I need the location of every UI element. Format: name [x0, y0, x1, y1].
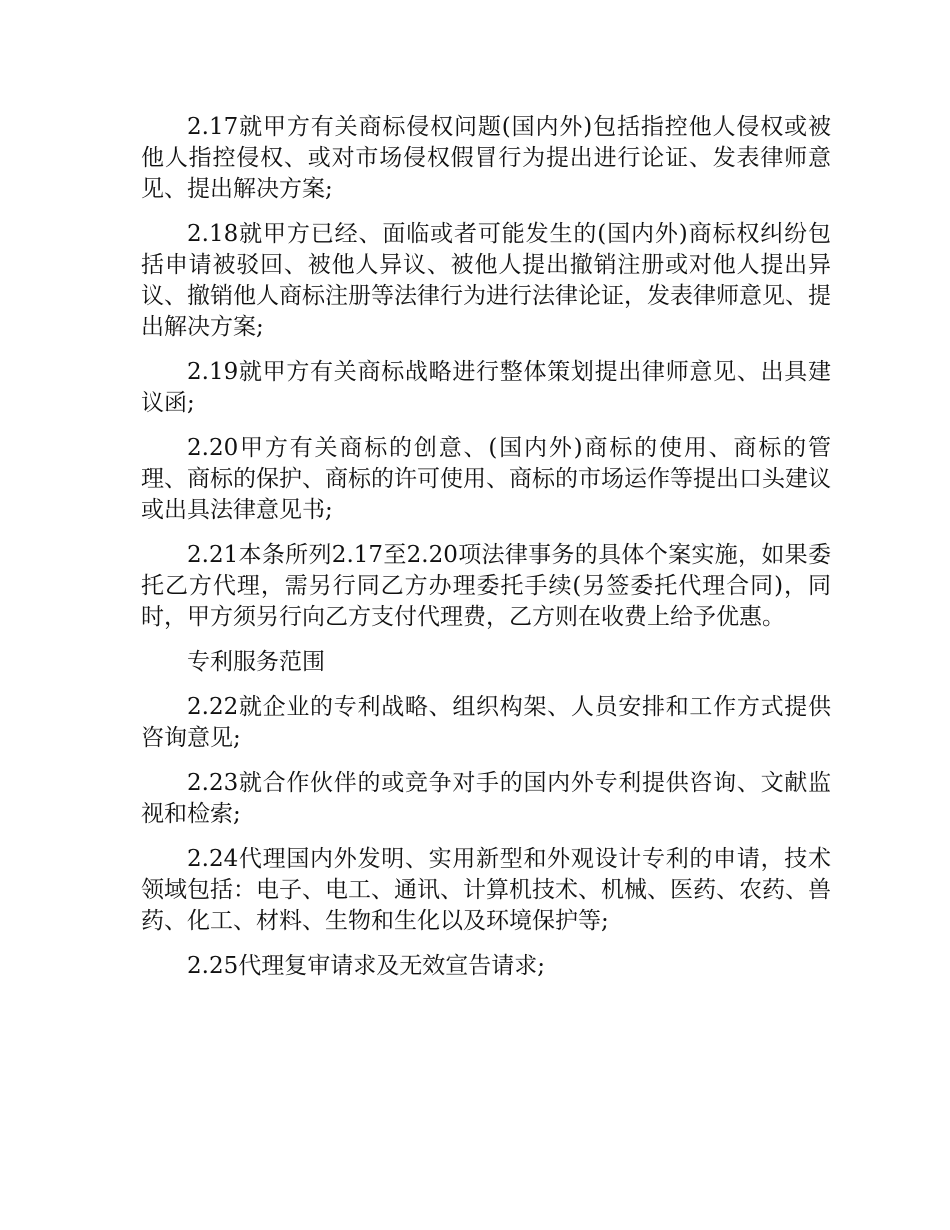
paragraph-2-21: 2.21本条所列2.17至2.20项法律事务的具体个案实施，如果委托乙方代理，需另行同乙方办理委托手续(另签委托代理合同)，同时，甲方须另行向乙方支付代理费，乙方则在收费上给予优惠。 [141, 542, 831, 630]
paragraph-2-23: 2.23就合作伙伴的或竞争对手的国内外专利提供咨询、文献监视和检索; [141, 770, 831, 827]
paragraph-2-25: 2.25代理复审请求及无效宣告请求; [187, 953, 545, 979]
document-body [141, 112, 831, 996]
paragraph-2-19: 2.19就甲方有关商标战略进行整体策划提出律师意见、出具建议函; [141, 359, 831, 416]
section-heading-patent-services: 专利服务范围 [187, 649, 325, 675]
paragraph-2-24: 2.24代理国内外发明、实用新型和外观设计专利的申请，技术领域包括：电子、电工、通讯、计算机技术、机械、医药、农药、兽药、化工、材料、生物和生化以及环境保护等; [141, 846, 831, 934]
paragraph-2-20: 2.20甲方有关商标的创意、(国内外)商标的使用、商标的管理、商标的保护、商标的许可使用、商标的市场运作等提出口头建议或出具法律意见书; [141, 435, 831, 523]
paragraph-2-18: 2.18就甲方已经、面临或者可能发生的(国内外)商标权纠纷包括申请被驳回、被他人异议、被他人提出撤销注册或对他人提出异议、撤销他人商标注册等法律行为进行法律论证，发表律师意见、提出解决方案; [141, 221, 831, 340]
paragraph-2-17: 2.17就甲方有关商标侵权问题(国内外)包括指控他人侵权或被他人指控侵权、或对市场侵权假冒行为提出进行论证、发表律师意见、提出解决方案; [141, 114, 831, 202]
paragraph-2-22: 2.22就企业的专利战略、组织构架、人员安排和工作方式提供咨询意见; [141, 694, 831, 751]
